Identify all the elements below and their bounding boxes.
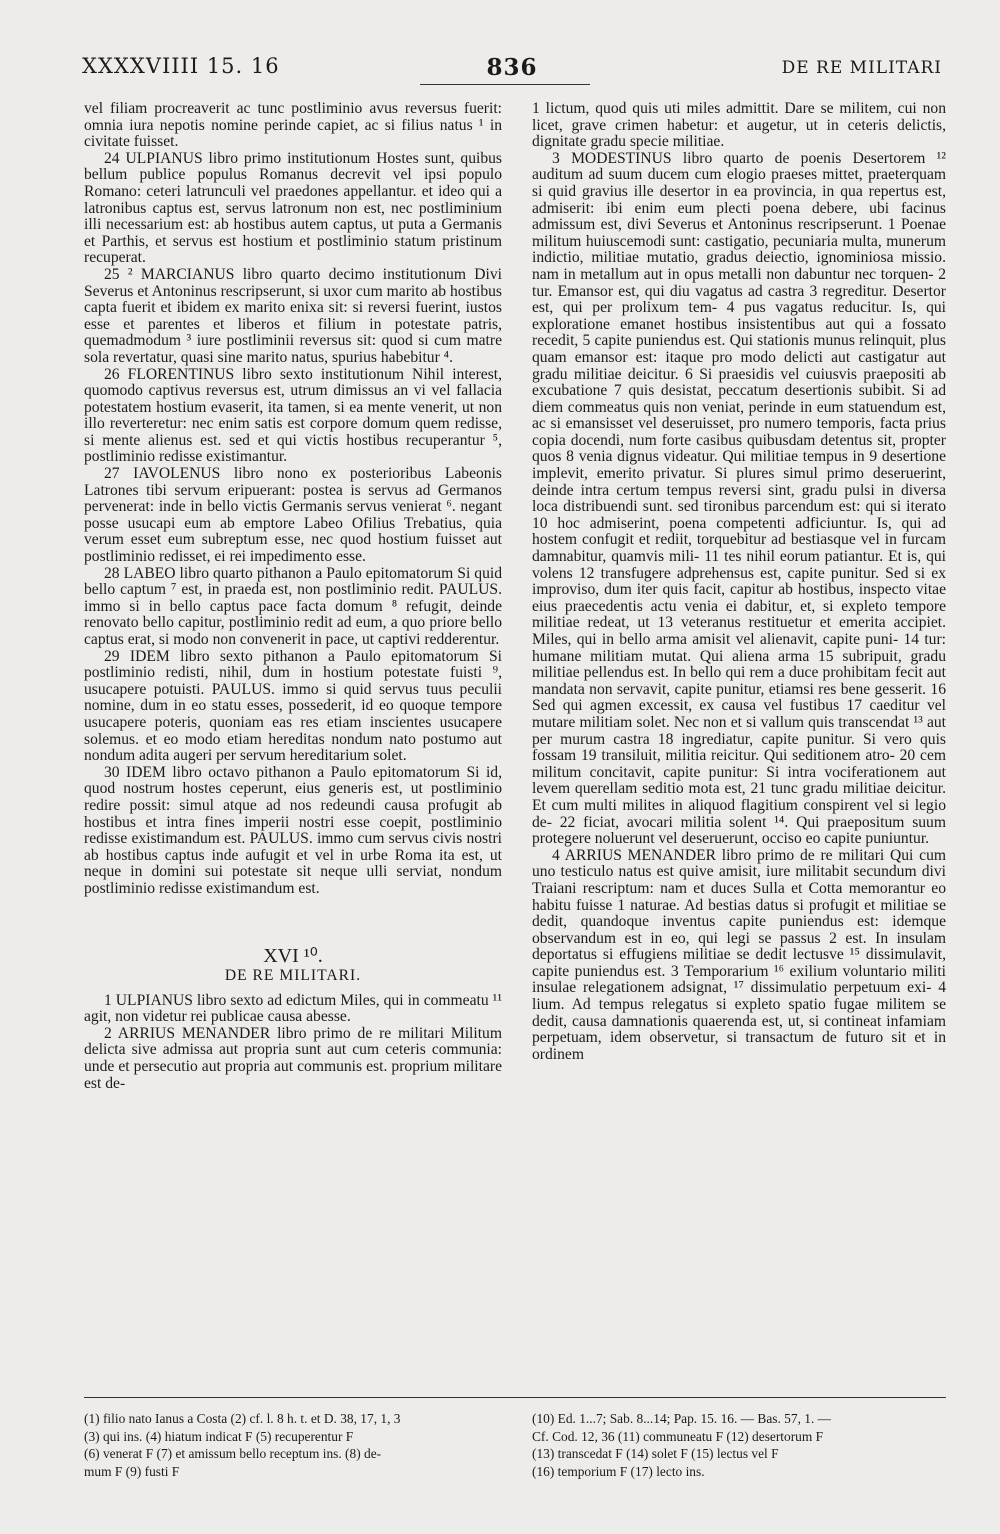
paragraph: 4 ARRIUS MENANDER libro primo de re militari Qui cum uno testiculo natus est quive amisit, iure militabit secundum divi Traiani rescriptum: nam et duces Sulla et Cotta memorantur eo habitu fuisse 1 naturae. Ad bestias datus si profugit et militiae se dedit, quandoque inventus capite puniendus est: idemque observandum est in eo, qui legi se passus 2 est. In insulam deportatus si effugiens militiae se dedit lectusve ¹⁵ dissimulavit, capite puniendus est. 3 Temporarium ¹⁶ exilium voluntario militi insulae relegationem adsignat, ¹⁷ dissimulatio perpetuum exi- 4 lium. Ad tempus relegatus si expleto spatio fugae militem se dedit, causa damnationis quaerenda est, ut, si contineat infamiam perpetuam, idem observetur, si transactum de futuro sit et in ordinem xyxy=(532,846,946,1063)
footnote-rule xyxy=(84,1397,946,1398)
footnote-line: (10) Ed. 1...7; Sab. 8...14; Pap. 15. 16. — Bas. 57, 1. — xyxy=(532,1411,832,1426)
paragraph: 28 LABEO libro quarto pithanon a Paulo epitomatorum Si quid bello captum ⁷ est, in praeda est, non postliminio redit. PAULUS. immo si in bello captus pace facta domum ⁸ refugit, deinde renovato bello capitur, postliminio redit ad eum, a quo priore bello captus erat, si modo non convenerit in pace, ut captivi redderentur. xyxy=(84,564,502,648)
left-column xyxy=(84,101,502,1092)
paragraph: 26 FLORENTINUS libro sexto institutionum Nihil interest, quomodo captivus reversus est, utrum dimissus an vi vel fallacia potestatem hostium evaserit, ita tamen, si ea mente venerit, ut non illo reverteretur: nec enim satis est corpore domum quem redisse, si mente alienus est. sed et qui victis hostibus recuperantur ⁵, postliminio redisse existimantur. xyxy=(84,365,502,466)
paragraph: 1 lictum, quod quis uti miles admittit. Dare se militem, cui non licet, grave crimen habetur: et augetur, ut in ceteris delictis, dignitate gradu specie militiae. xyxy=(532,100,946,151)
header-rule xyxy=(420,84,590,85)
page-number: 836 xyxy=(486,54,538,81)
footnote-line: (3) qui ins. (4) hiatum indicat F (5) recuperentur F xyxy=(84,1428,354,1444)
running-header xyxy=(82,54,942,94)
footnote-line: (1) filio nato Ianus a Costa (2) cf. l. 8 h. t. et D. 38, 17, 1, 3 xyxy=(84,1411,401,1426)
section-number: XVI ¹⁰. xyxy=(263,944,323,967)
paragraph: vel filiam procreaverit ac tunc postliminio avus reversus fuerit: omnia iura nepotis nomine perinde capiet, ac si filius natus ¹ in civitate fuisset. xyxy=(84,100,502,151)
header-title: DE RE MILITARI xyxy=(781,58,942,78)
paragraph: 25 ² MARCIANUS libro quarto decimo institutionum Divi Severus et Antoninus rescripserunt, si uxor cum marito ab hostibus capta fuerit et ibidem ex marito enixa sit: si reversi fuerint, iustos esse et parentes et liberos et filium in potestate patris, quemadmodum ³ iure postliminii reversus sit: quod si cum matre sola revertatur, quasi sine marito natus, spurius habebitur ⁴. xyxy=(84,265,502,366)
footnote-line: (6) venerat F (7) et amissum bello receptum ins. (8) de- xyxy=(84,1446,382,1462)
paragraph: 1 ULPIANUS libro sexto ad edictum Miles, qui in commeatu ¹¹ agit, non videtur rei publicae causa abesse. xyxy=(84,991,502,1026)
paragraph: 30 IDEM libro octavo pithanon a Paulo epitomatorum Si id, quod nostrum hostes ceperunt, eius generis est, ut postliminio redire possit: simul atque ad nos redeundi causa profugit ab hostibus et intra fines imperii nostri esse coepit, postliminio redisse existimandum est. PAULUS. immo cum servus civis nostri ab hostibus captus inde aufugit et vel in urbe Roma ita est, ut neque in domini sui potestate sit neque ulli serviat, nondum postliminio redisse existimandum est. xyxy=(84,763,502,897)
right-column xyxy=(532,101,946,1063)
paragraph: 24 ULPIANUS libro primo institutionum Hostes sunt, quibus bellum publice populus Romanus decrevit vel ipsi populo Romano: ceteri latrunculi vel praedones appellantur. et ideo qui a latronibus captus est, servus latronum non est, nec postliminium illi necessarium est: ab hostibus autem captus, ut puta a Germanis et Parthis, et servus est hostium et postliminio statum pristinum recuperat. xyxy=(84,149,502,267)
paragraph: 3 MODESTINUS libro quarto de poenis Desertorem ¹² auditum ad suum ducem cum elogio praeses mittet, praeterquam si quid gravius ille desertor in ea provincia, in qua repertus est, admiserit: ibi enim eum plecti poena debere, ubi facinus admissum est, divi Severus et Antoninus rescripserunt. 1 Poenae militum huiuscemodi sunt: castigatio, pecuniaria multa, munerum indictio, militiae mutatio, gradus deiectio, ignominiosa missio. nam in metallum aut in opus metalli non dabuntur nec torquen- 2 tur. Emansor est, qui diu vagatus ad castra 3 regreditur. Desertor est, qui per prolixum tem- 4 pus vagatus reducitur. Is, qui exploratione emanet hostibus insistentibus aut qui a fossato recedit, 5 capite puniendus est. Qui stationis munus relinquit, plus quam emansor est: itaque pro modo delicti aut castigatur aut gradu militiae deicitur. 6 Si praesidis vel cuiusvis praepositi ab excubatione 7 quis desistat, peccatum desertionis subibit. Si ad diem commeatus quis non veniat, perinde in eum statuendum est, ac si emansisset vel deseruisset, pro numero temporis, facta prius copia docendi, num forte casibus quibusdam detentus sit, propter quos 8 venia dignus videatur. Qui militiae tempus in 9 desertione implevit, emerito privatur. Si plures simul primo deseruerint, deinde intra certum tempus reversi sint, gradu pulsi in diversa loca distribuendi sunt. sed tironibus parcendum est: qui si iterato 10 hoc admiserint, poena competenti adficiuntur. Is, qui ad hostem confugit et rediit, torquebitur ad bestiasque vel in furcam damnabitur, quamvis mili- 11 tes nihil eorum patiantur. Et is, qui volens 12 transfugere adprehensus est, capite punitur. Sed si ex improviso, dum iter quis facit, capitur ab hostibus, inspecto vitae eius praecedentis actu venia ei dabitur, et, si expleto tempore militiae redeat, ut 13 veteranus restituetur et emerita accipiet. Miles, qui in bello arma amisit vel alienavit, capite puni- 14 tur: humane militiam mutat. Qui aliena arma 15 subripuit, gradu militiae pellendus est. In bello qui rem a duce prohibitam fecit aut mandata non servavit, capite punitur, etiamsi res bene gesserit. 16 Sed qui agmen excessit, ex causa vel fustibus 17 caeditur vel mutare militiam solet. Nec non et si vallum quis transcendat ¹³ aut per murum castra 18 ingrediatur, capite punitur. Si vero quis fossam 19 transiluit, militia reicitur. Qui seditionem atro- 20 cem militum concitavit, capite punitur: Si intra vociferationem aut levem querellam seditio mota est, 21 tunc gradu militiae deicitur. Et cum multi milites in aliquod flagitium conspirent vel si legio de- 22 ficiat, avocari militia solent ¹⁴. Qui praepositum suum protegere noluerunt vel deseruerunt, occiso eo capite puniuntur. xyxy=(532,149,946,848)
section-title: DE RE MILITARI. xyxy=(224,967,362,985)
paragraph: 27 IAVOLENUS libro nono ex posterioribus Labeonis Latrones tibi servum eripuerant: postea is servus ad Germanos pervenerat: inde in bello victis Germanis servus venierat ⁶. negant posse usucapi eum ab emptore Labeo Ofilius Trebatius, quia verum esset eum subreptum esse, nec quod hostium fuisset aut postliminio redisset, ei rei impedimento esse. xyxy=(84,465,502,566)
paragraph: 2 ARRIUS MENANDER libro primo de re militari Militum delicta sive admissa aut propria sunt aut cum ceteris communia: unde et persecutio aut propria aut communis est. proprium militare est de- xyxy=(84,1024,502,1092)
footnote-line: (13) transcedat F (14) solet F (15) lectus vel F xyxy=(532,1446,779,1462)
footnotes-left xyxy=(84,1410,504,1480)
footnote-line: (16) temporium F (17) lecto ins. xyxy=(532,1463,705,1479)
footnote-line: mum F (9) fusti F xyxy=(84,1463,180,1479)
paragraph: 29 IDEM libro sexto pithanon a Paulo epitomatorum Si postliminio redisti, nihil, dum in hostium potestate fuisti ⁹, usucapere potuisti. PAULUS. immo si quid servus tuus peculii nomine, dum in eo statu esses, possederit, id eo quoque tempore usucapere poteris, quoniam eas res etiam inscientes usucapere solemus. et eo modo etiam hereditas nondum nato postumo aut nondum adita augeri per servum hereditarium solet. xyxy=(84,647,502,765)
header-reference: XXXXVIIII 15. 16 xyxy=(82,54,280,78)
footnotes-right xyxy=(532,1410,946,1480)
footnote-line: Cf. Cod. 12, 36 (11) communeatu F (12) desertorum F xyxy=(532,1428,824,1444)
